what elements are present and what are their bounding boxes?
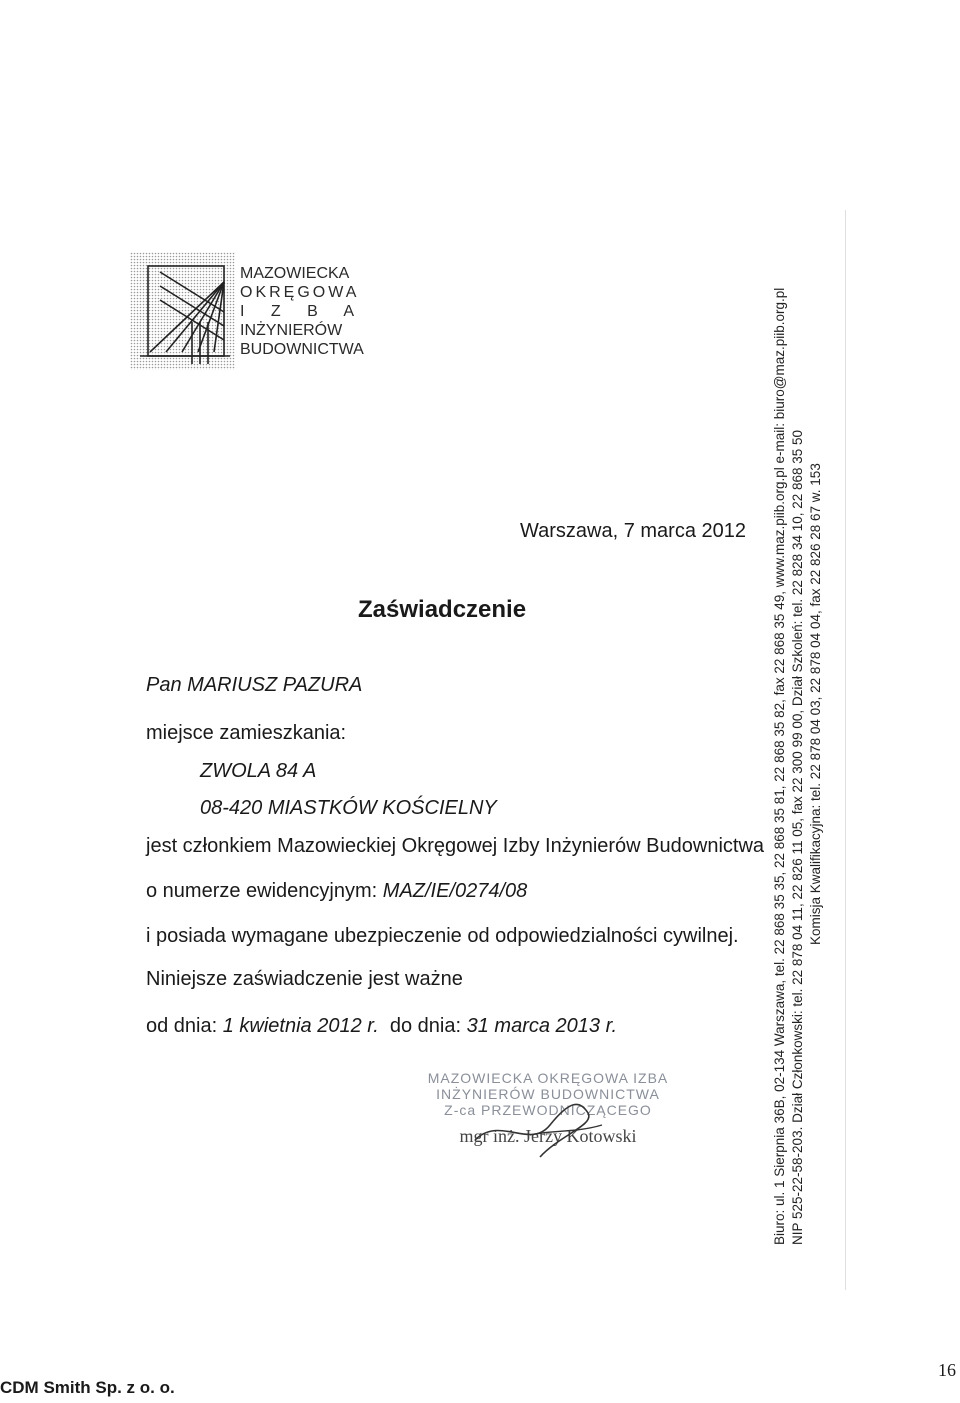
logo-line-5: BUDOWNICTWA (240, 341, 364, 358)
contact-line-3: Komisja Kwalifikacyjna: tel. 22 878 04 03, 22 878 04 04, fax 22 826 28 67 w. 153 (808, 463, 823, 945)
address-line-1: ZWOLA 84 A (200, 760, 317, 782)
handwritten-signature-icon (470, 1095, 610, 1165)
validity-period-line (146, 1015, 617, 1038)
residence-label: miejsce zamieszkania: (146, 722, 347, 744)
contact-line-2: NIP 525-22-58-203. Dział Członkowski: tel. 22 878 04 11, 22 826 11 05, fax 22 300 99 00, Dział Szkoleń: tel. 22 828 34 10, 22 868 35 50 (790, 429, 805, 1245)
chamber-contact-info (771, 288, 825, 1245)
logo-line-4: INŻYNIERÓW (240, 322, 343, 339)
scan-edge-line (845, 210, 846, 1290)
certificate-title: Zaświadczenie (358, 596, 527, 623)
page-number: 16 (938, 1360, 956, 1380)
registration-number-value: MAZ/IE/0274/08 (382, 880, 528, 902)
to-date: 31 marca 2013 r. (466, 1015, 618, 1037)
stamp-line-3: Z-ca PRZEWODNICZĄCEGO (444, 1102, 652, 1118)
validity-text: Niniejsze zaświadczenie jest ważne (146, 968, 463, 990)
company-name: CDM Smith Sp. z o. o. (0, 1378, 175, 1397)
contact-line-1: Biuro: ul. 1 Sierpnia 36B, 02-134 Warszawa, tel. 22 868 35 35, 22 868 35 81, 22 868 35 82, fax 22 868 35 49, www.maz.piib.org.pl e-mail: biuro@maz.piib.org.pl (772, 287, 787, 1245)
recipient-name: MARIUSZ PAZURA (187, 674, 363, 696)
to-label: do dnia: (389, 1015, 462, 1037)
stamp-line-2: INŻYNIERÓW BUDOWNICTWA (436, 1086, 660, 1102)
logo-line-2: OKRĘGOWA (240, 284, 360, 301)
letter-date: Warszawa, 7 marca 2012 (520, 520, 747, 542)
address-line-2: 08-420 MIASTKÓW KOŚCIELNY (200, 797, 497, 819)
chamber-logo-text (240, 264, 365, 359)
from-date: 1 kwietnia 2012 r. (222, 1015, 379, 1037)
signature-name: mgr inż. Jerzy Kotowski (459, 1126, 637, 1146)
chamber-logo-icon (130, 252, 235, 370)
membership-text: jest członkiem Mazowieckiej Okręgowej Izby Inżynierów Budownictwa (146, 835, 765, 857)
pan-label: Pan (146, 674, 182, 696)
registration-number-label: o numerze ewidencyjnym: (146, 880, 378, 902)
logo-line-3: I Z B A (240, 303, 366, 320)
insurance-text: i posiada wymagane ubezpieczenie od odpowiedzialności cywilnej. (146, 925, 739, 947)
logo-line-1: MAZOWIECKA (240, 265, 350, 282)
stamp-line-1: MAZOWIECKA OKRĘGOWA IZBA (427, 1070, 669, 1086)
from-label: od dnia: (146, 1015, 218, 1037)
registration-number-line (146, 880, 527, 903)
recipient-line (146, 674, 362, 697)
